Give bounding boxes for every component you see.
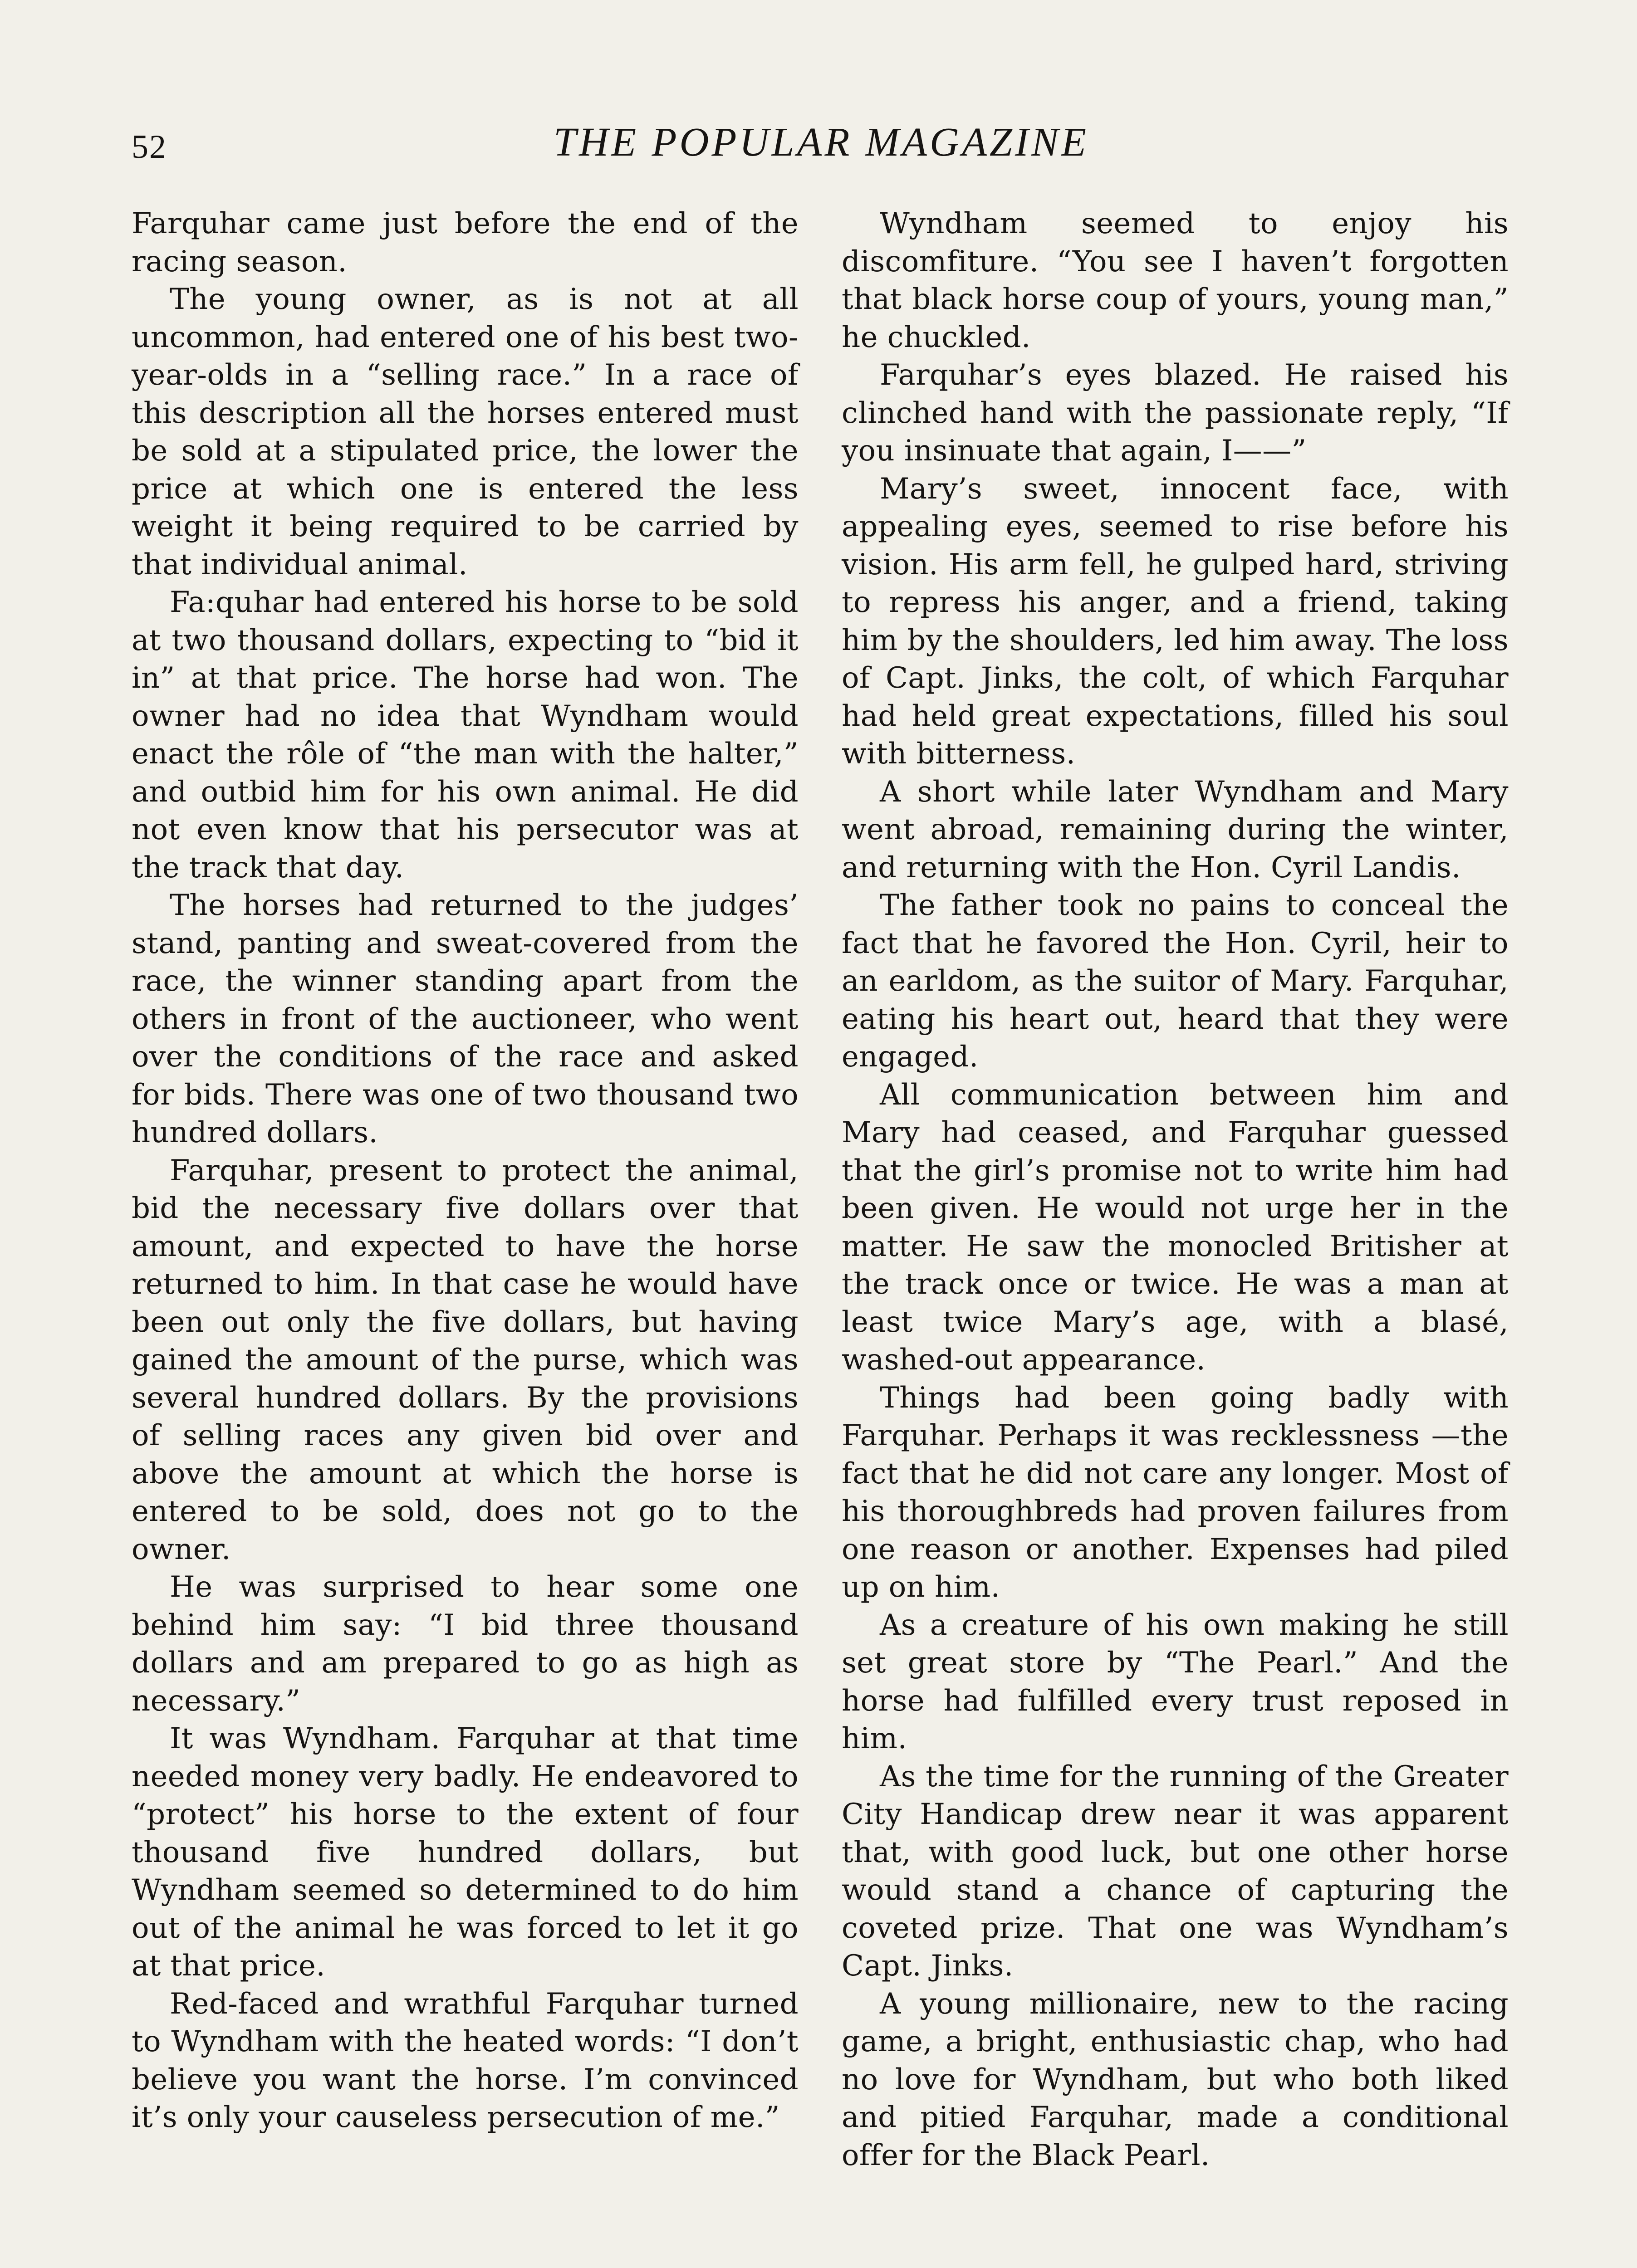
paragraph: A young millionaire, new to the racing game, a bright, enthusiastic chap, who had no love for Wyndham, but who both liked and pitied Farquhar, made a conditional offer for the Black Pearl.	[842, 1987, 1509, 2172]
left-text-column	[132, 205, 799, 2137]
paragraph: Things had been going badly with Farquhar. Perhaps it was recklessness —the fact that he did not care any longer. Most of his thoroughbreds had proven failures from one reason or another. Expenses had piled up on him.	[842, 1381, 1509, 1604]
paragraph: All communication between him and Mary had ceased, and Farquhar guessed that the girl’s promise not to write him had been given. He would not urge her in the matter. He saw the monocled Britisher at the track once or twice. He was a man at least twice Mary’s age, with a blasé, washed-out appearance.	[842, 1078, 1509, 1377]
right-text-column	[842, 205, 1509, 2175]
paragraph: The horses had returned to the judges’ stand, panting and sweat-covered from the race, the winner standing apart from the others in front of the auctioneer, who went over the conditions of the race and asked for bids. There was one of two thousand two hundred dollars.	[132, 889, 799, 1149]
page-header	[132, 119, 1511, 173]
paragraph: As a creature of his own making he still set great store by “The Pearl.” And the horse had fulfilled every trust reposed in him.	[842, 1608, 1509, 1755]
paragraph: Wyndham seemed to enjoy his discomfiture. “You see I haven’t forgotten that black horse coup of yours, young man,” he chuckled.	[842, 207, 1509, 354]
paragraph: He was surprised to hear some one behind him say: “I bid three thousand dollars and am prepared to go as high as necessary.”	[132, 1570, 799, 1718]
paragraph: Fa:quhar had entered his horse to be sold at two thousand dollars, expecting to “bid it in” at that price. The horse had won. The owner had no idea that Wyndham would enact the rôle of “the man with the halter,” and outbid him for his own animal. He did not even know that his persecutor was at the track that day.	[132, 586, 799, 885]
paragraph: Farquhar, present to protect the animal, bid the necessary five dollars over that amount, and expected to have the horse returned to him. In that case he would have been out only the five dollars, but having gained the amount of the purse, which was several hundred dollars. By the provisions of selling races any given bid over and above the amount at which the horse is entered to be sold, does not go to the owner.	[132, 1154, 799, 1566]
paragraph: It was Wyndham. Farquhar at that time needed money very badly. He endeavored to “protect” his horse to the extent of four thousand five hundred dollars, but Wyndham seemed so determined to do him out of the animal he was forced to let it go at that price.	[132, 1722, 799, 1983]
paragraph: Farquhar came just before the end of the racing season.	[132, 207, 799, 279]
paragraph: Mary’s sweet, innocent face, with appealing eyes, seemed to rise before his vision. His arm fell, he gulped hard, striving to repress his anger, and a friend, taking him by the shoulders, led him away. The loss of Capt. Jinks, the colt, of which Farquhar had held great expectations, filled his soul with bitterness.	[842, 472, 1509, 771]
paragraph: As the time for the running of the Greater City Handicap drew near it was apparent that, with good luck, but one other horse would stand a chance of capturing the coveted prize. That one was Wyndham’s Capt. Jinks.	[842, 1760, 1509, 1983]
paragraph: Red-faced and wrathful Farquhar turned to Wyndham with the heated words: “I don’t believe you want the horse. I’m convinced it’s only your causeless persecution of me.”	[132, 1987, 799, 2134]
page-number: 52	[132, 128, 167, 166]
paragraph: The father took no pains to conceal the fact that he favored the Hon. Cyril, heir to an earldom, as the suitor of Mary. Farquhar, eating his heart out, heard that they were engaged.	[842, 889, 1509, 1074]
paragraph: Farquhar’s eyes blazed. He raised his clinched hand with the passionate reply, “If you insinuate that again, I——”	[842, 358, 1509, 468]
paragraph: A short while later Wyndham and Mary went abroad, remaining during the winter, and returning with the Hon. Cyril Landis.	[842, 775, 1509, 885]
running-title: THE POPULAR MAGAZINE	[554, 120, 1089, 165]
paragraph: The young owner, as is not at all uncommon, had entered one of his best two-year-olds in a “selling race.” In a race of this description all the horses entered must be sold at a stipulated price, the lower the price at which one is entered the less weight it being required to be carried by that individual animal.	[132, 283, 799, 582]
